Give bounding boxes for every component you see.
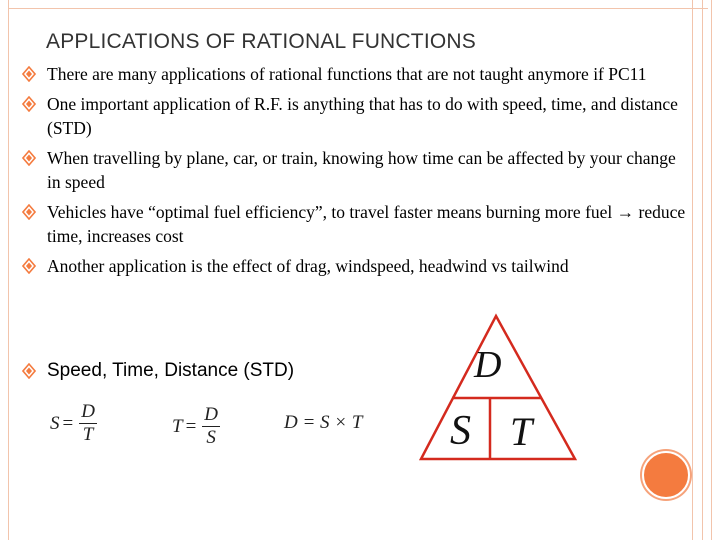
bullet-item (22, 62, 687, 86)
bullet-text: When travelling by plane, car, or train, knowing how time can be affected by your change in speed (47, 148, 676, 192)
fraction-numerator: D (204, 404, 219, 425)
bullet-list (22, 62, 687, 284)
bullet-item (22, 254, 687, 278)
fraction-numerator: D (81, 401, 95, 422)
frame-line-left (8, 0, 9, 540)
formula-lhs: T (172, 415, 183, 437)
distance-formula-text: D = S × T (284, 412, 363, 433)
bullet-text: One important application of R.F. is anything that has to do with speed, time, and distance (STD) (47, 94, 678, 138)
hollow-diamond-icon (22, 363, 36, 379)
formula-equals: = (62, 412, 74, 434)
triangle-label-distance: D (474, 344, 502, 386)
time-formula (172, 405, 220, 448)
frame-line-top (8, 8, 708, 9)
distance-formula (284, 412, 362, 434)
frame-line-right-3 (711, 0, 712, 540)
fraction-denominator: T (82, 424, 94, 445)
hollow-diamond-icon (22, 258, 36, 274)
formula-lhs: S (50, 412, 60, 434)
frame-line-right-2 (702, 0, 703, 540)
main-bullet-text: Speed, Time, Distance (STD) (47, 360, 295, 381)
frame-line-right-1 (692, 0, 693, 540)
formula-equals: = (185, 415, 197, 437)
fraction-denominator: S (206, 427, 216, 448)
bullet-item (22, 92, 687, 140)
speed-formula (50, 402, 97, 445)
triangle-label-speed: S (450, 408, 471, 454)
triangle-label-time: T (510, 409, 533, 454)
bullet-text: Vehicles have “optimal fuel efficiency”, to travel faster means burning more fuel → reduce time, increases cost (47, 202, 686, 246)
std-triangle (418, 312, 578, 462)
fraction (79, 402, 97, 445)
bullet-item (22, 200, 687, 248)
decorative-orange-circle (642, 451, 690, 499)
triangle-shape (418, 312, 578, 462)
hollow-diamond-icon (22, 96, 36, 112)
main-bullet (22, 358, 294, 384)
hollow-diamond-icon (22, 204, 36, 220)
hollow-diamond-icon (22, 66, 36, 82)
bullet-item (22, 146, 687, 194)
hollow-diamond-icon (22, 150, 36, 166)
slide-title: APPLICATIONS OF RATIONAL FUNCTIONS (46, 30, 476, 53)
fraction (202, 405, 220, 448)
bullet-text: There are many applications of rational functions that are not taught anymore if PC11 (47, 64, 647, 84)
bullet-text: Another application is the effect of drag, windspeed, headwind vs tailwind (47, 256, 569, 276)
